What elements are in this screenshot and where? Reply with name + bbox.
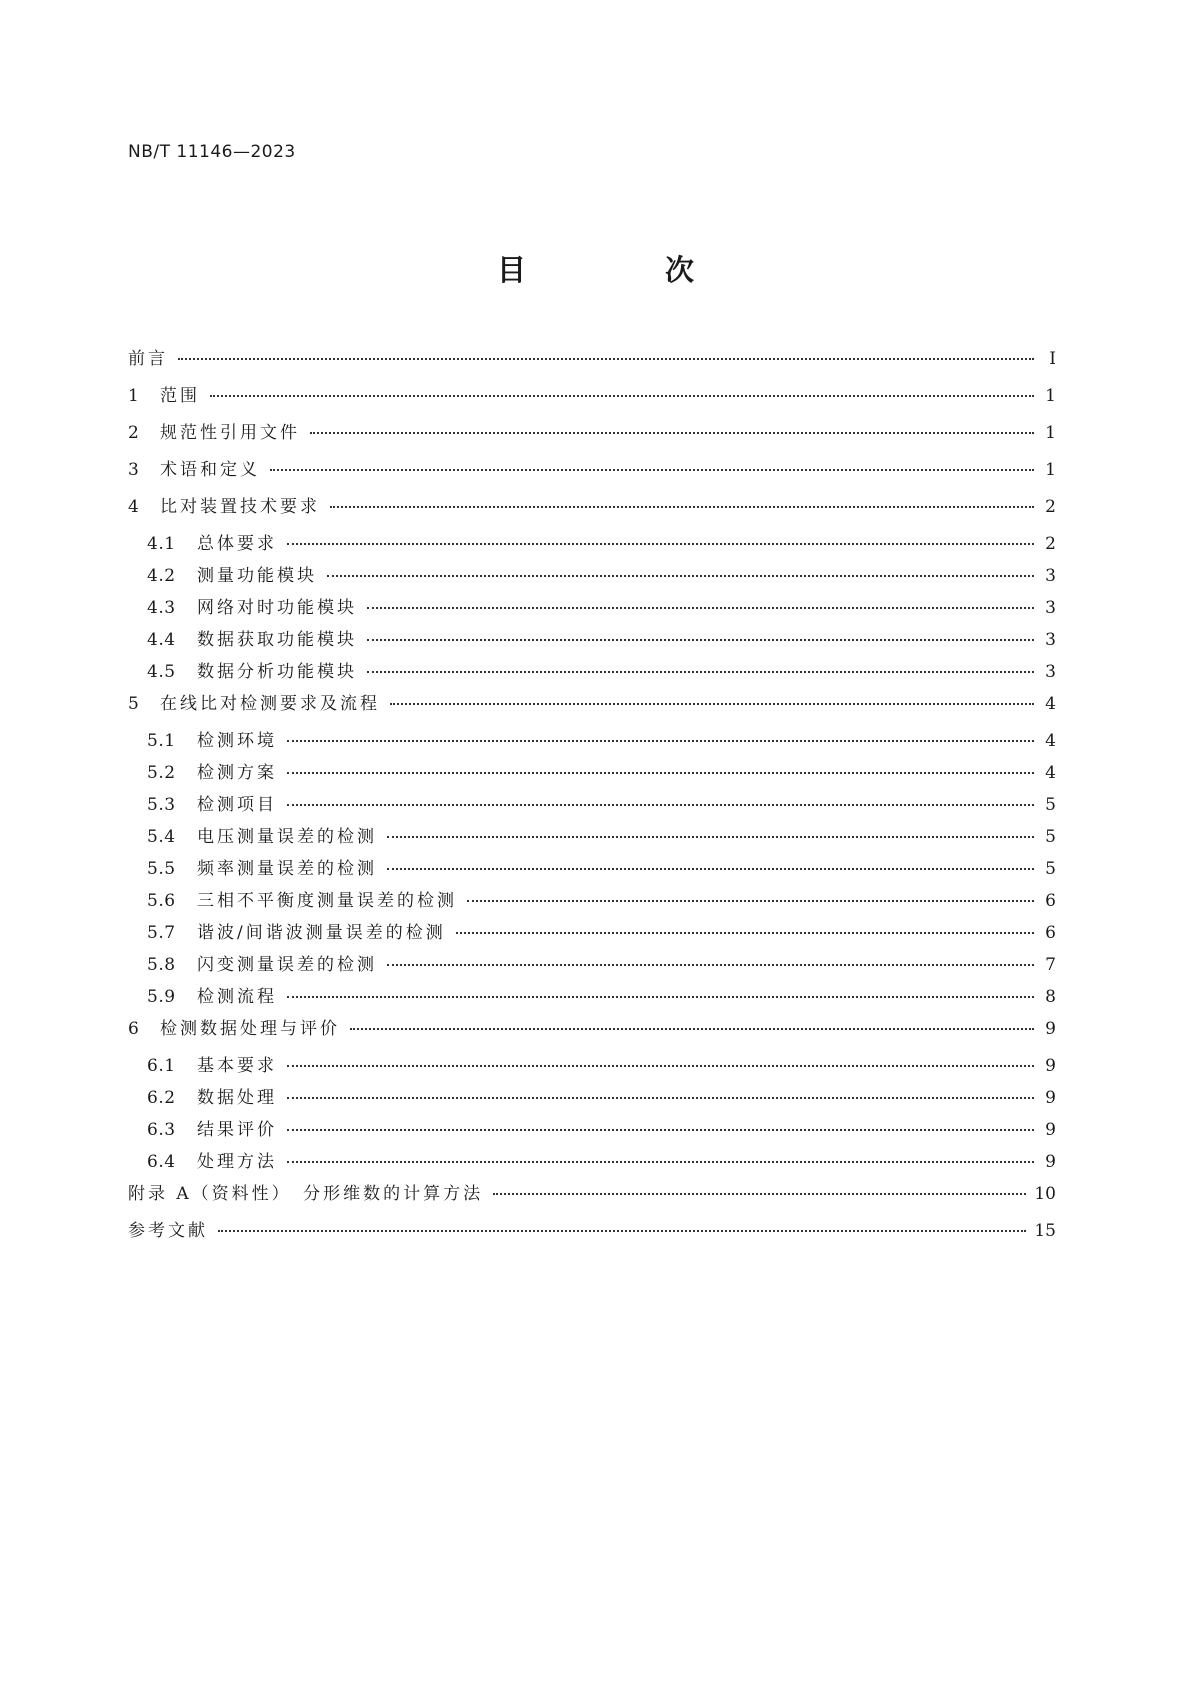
toc-entry[interactable] — [128, 918, 1056, 950]
toc-entry[interactable] — [128, 822, 1056, 854]
toc-dot-leader — [287, 1097, 1034, 1099]
toc-dot-leader — [390, 703, 1034, 705]
toc-page-number: 6 — [1045, 891, 1056, 911]
toc-dot-leader — [327, 575, 1034, 577]
toc-entry[interactable] — [128, 886, 1056, 918]
toc-section-number: 5 — [128, 694, 140, 714]
toc-dot-leader — [350, 1028, 1034, 1030]
toc-entry[interactable] — [128, 689, 1056, 726]
toc-page-number: 3 — [1045, 662, 1056, 682]
toc-entry[interactable] — [128, 561, 1056, 593]
toc-dot-leader — [287, 804, 1034, 806]
toc-section-number: 4.4 — [147, 630, 176, 650]
toc-section-title: 在线比对检测要求及流程 — [160, 694, 380, 714]
toc-page-number: 4 — [1045, 763, 1056, 783]
toc-dot-leader — [287, 1161, 1034, 1163]
toc-entry[interactable] — [128, 1216, 1056, 1253]
toc-dot-leader — [270, 469, 1034, 471]
toc-section-title: 网络对时功能模块 — [197, 598, 357, 618]
toc-dot-leader — [287, 1129, 1034, 1131]
toc-page-number: 10 — [1034, 1184, 1056, 1204]
toc-section-title: 三相不平衡度测量误差的检测 — [197, 891, 457, 911]
toc-section-number: 6.4 — [147, 1152, 176, 1172]
toc-page-number: 5 — [1045, 827, 1056, 847]
toc-page-number: 6 — [1045, 923, 1056, 943]
toc-entry[interactable] — [128, 1083, 1056, 1115]
table-of-contents — [128, 344, 1056, 1253]
toc-page-number: 5 — [1045, 795, 1056, 815]
toc-page-number: 15 — [1034, 1221, 1056, 1241]
toc-section-title: 术语和定义 — [160, 460, 260, 480]
toc-entry[interactable] — [128, 790, 1056, 822]
toc-section-number: 3 — [128, 460, 140, 480]
toc-page-number: 4 — [1045, 731, 1056, 751]
toc-section-title: 总体要求 — [197, 534, 277, 554]
toc-entry[interactable] — [128, 593, 1056, 625]
toc-page-number: Ⅰ — [1049, 349, 1056, 369]
toc-section-number: 4.3 — [147, 598, 176, 618]
toc-section-title: 规范性引用文件 — [160, 423, 300, 443]
toc-entry[interactable] — [128, 1014, 1056, 1051]
toc-entry[interactable] — [128, 1179, 1056, 1216]
toc-dot-leader — [367, 639, 1034, 641]
toc-dot-leader — [287, 772, 1034, 774]
toc-section-title: 比对装置技术要求 — [160, 497, 320, 517]
toc-page-number: 3 — [1045, 598, 1056, 618]
toc-entry[interactable] — [128, 657, 1056, 689]
toc-dot-leader — [456, 932, 1034, 934]
toc-entry[interactable] — [128, 418, 1056, 455]
toc-entry[interactable] — [128, 492, 1056, 529]
toc-page-number: 2 — [1045, 497, 1056, 517]
toc-section-number: 6.2 — [147, 1088, 176, 1108]
toc-page-number: 2 — [1045, 534, 1056, 554]
toc-entry[interactable] — [128, 625, 1056, 657]
toc-entry[interactable] — [128, 344, 1056, 381]
toc-page-number: 9 — [1045, 1088, 1056, 1108]
toc-dot-leader — [287, 996, 1034, 998]
toc-section-number: 5.7 — [147, 923, 176, 943]
toc-dot-leader — [387, 964, 1034, 966]
toc-dot-leader — [287, 1065, 1034, 1067]
toc-section-title: 频率测量误差的检测 — [197, 859, 377, 879]
toc-entry[interactable] — [128, 1051, 1056, 1083]
toc-section-title: 闪变测量误差的检测 — [197, 955, 377, 975]
toc-dot-leader — [387, 836, 1034, 838]
toc-section-number: 5.5 — [147, 859, 176, 879]
toc-entry[interactable] — [128, 950, 1056, 982]
toc-section-number: 6 — [128, 1019, 140, 1039]
toc-section-number: 6.1 — [147, 1056, 176, 1076]
toc-page-number: 7 — [1045, 955, 1056, 975]
toc-dot-leader — [218, 1230, 1026, 1232]
toc-section-title: 基本要求 — [197, 1056, 277, 1076]
toc-section-number: 1 — [128, 386, 140, 406]
toc-dot-leader — [493, 1193, 1026, 1195]
toc-page-number: 9 — [1045, 1056, 1056, 1076]
toc-page-number: 1 — [1045, 460, 1056, 480]
toc-section-number: 4.1 — [147, 534, 176, 554]
toc-section-title: 范围 — [160, 386, 200, 406]
toc-section-title: 检测流程 — [197, 987, 277, 1007]
toc-dot-leader — [387, 868, 1034, 870]
toc-page-number: 5 — [1045, 859, 1056, 879]
toc-section-title: 电压测量误差的检测 — [197, 827, 377, 847]
toc-page-number: 8 — [1045, 987, 1056, 1007]
toc-section-number: 4.5 — [147, 662, 176, 682]
toc-dot-leader — [310, 432, 1034, 434]
toc-page-number: 1 — [1045, 386, 1056, 406]
toc-section-title: 前言 — [128, 349, 168, 369]
toc-section-title: 检测数据处理与评价 — [160, 1019, 340, 1039]
toc-page-number: 9 — [1045, 1152, 1056, 1172]
toc-section-title: 数据分析功能模块 — [197, 662, 357, 682]
toc-dot-leader — [287, 740, 1034, 742]
toc-section-title: 检测项目 — [197, 795, 277, 815]
toc-page-number: 3 — [1045, 630, 1056, 650]
toc-section-number: 5.2 — [147, 763, 176, 783]
toc-section-title: 结果评价 — [197, 1120, 277, 1140]
toc-section-title: 谐波/间谐波测量误差的检测 — [197, 923, 446, 943]
toc-entry[interactable] — [128, 381, 1056, 418]
toc-entry[interactable] — [128, 529, 1056, 561]
page-title: 目 次 — [496, 253, 749, 287]
toc-section-title: 附录 A（资料性） 分形维数的计算方法 — [128, 1184, 484, 1204]
toc-dot-leader — [367, 671, 1034, 673]
toc-section-number: 6.3 — [147, 1120, 176, 1140]
toc-dot-leader — [367, 607, 1034, 609]
toc-page-number: 3 — [1045, 566, 1056, 586]
toc-dot-leader — [178, 358, 1034, 360]
toc-section-number: 4.2 — [147, 566, 176, 586]
standard-code: NB/T 11146—2023 — [128, 142, 296, 162]
toc-section-title: 数据获取功能模块 — [197, 630, 357, 650]
toc-section-number: 5.9 — [147, 987, 176, 1007]
toc-section-number: 5.1 — [147, 731, 176, 751]
toc-dot-leader — [467, 900, 1034, 902]
toc-page-number: 1 — [1045, 423, 1056, 443]
toc-entry[interactable] — [128, 455, 1056, 492]
toc-section-number: 2 — [128, 423, 140, 443]
toc-entry[interactable] — [128, 1147, 1056, 1179]
toc-section-number: 5.8 — [147, 955, 176, 975]
toc-page-number: 9 — [1045, 1120, 1056, 1140]
toc-section-title: 处理方法 — [197, 1152, 277, 1172]
toc-section-title: 数据处理 — [197, 1088, 277, 1108]
toc-section-title: 检测方案 — [197, 763, 277, 783]
toc-section-number: 5.6 — [147, 891, 176, 911]
toc-section-title: 测量功能模块 — [197, 566, 317, 586]
toc-entry[interactable] — [128, 854, 1056, 886]
toc-section-number: 5.3 — [147, 795, 176, 815]
toc-entry[interactable] — [128, 758, 1056, 790]
toc-entry[interactable] — [128, 1115, 1056, 1147]
toc-entry[interactable] — [128, 982, 1056, 1014]
toc-entry[interactable] — [128, 726, 1056, 758]
toc-section-number: 4 — [128, 497, 140, 517]
toc-dot-leader — [330, 506, 1034, 508]
toc-section-title: 检测环境 — [197, 731, 277, 751]
toc-dot-leader — [210, 395, 1034, 397]
toc-page-number: 9 — [1045, 1019, 1056, 1039]
toc-section-number: 5.4 — [147, 827, 176, 847]
toc-dot-leader — [287, 543, 1034, 545]
toc-page-number: 4 — [1045, 694, 1056, 714]
toc-section-title: 参考文献 — [128, 1221, 208, 1241]
